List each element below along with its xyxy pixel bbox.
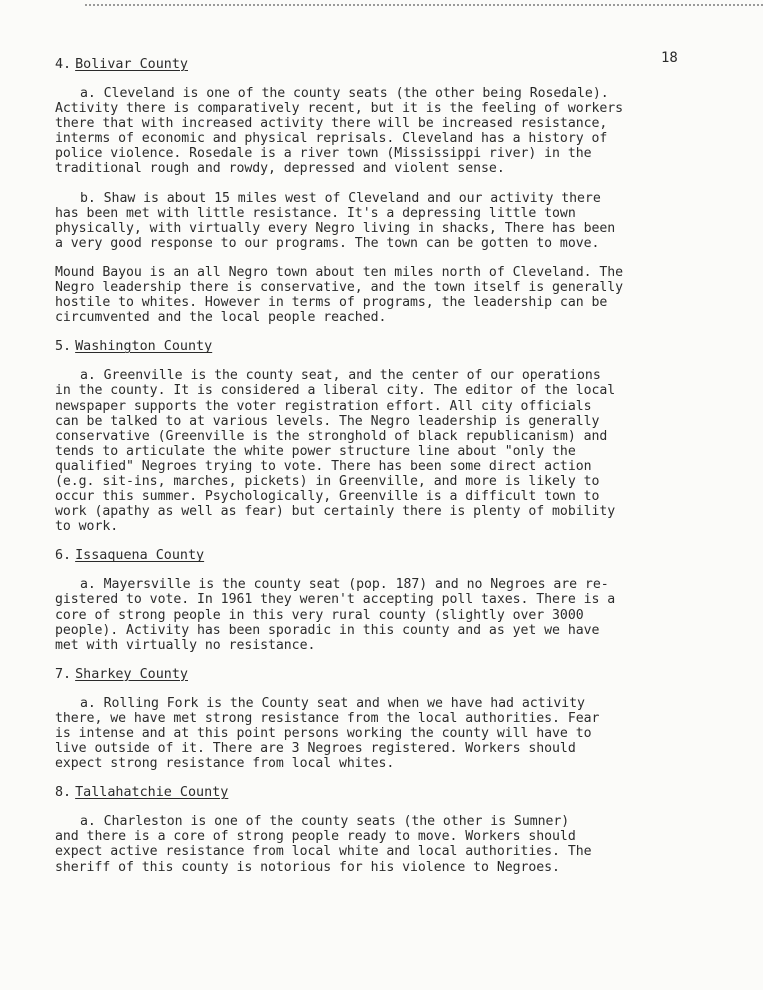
text-line: hostile to whites. However in terms of programs, the leadership can be bbox=[55, 295, 608, 311]
text-line: conservative (Greenville is the stronghold of black republicanism) and bbox=[55, 428, 608, 444]
section-number: 6. bbox=[55, 548, 72, 564]
top-edge-rule bbox=[85, 0, 763, 6]
text-line: people). Activity has been sporadic in this county and as yet we have bbox=[55, 622, 600, 638]
text-line: has been met with little resistance. It's a depressing little town bbox=[55, 205, 576, 221]
text-line: met with virtually no resistance. bbox=[55, 637, 316, 653]
section-title: Tallahatchie County bbox=[75, 785, 229, 801]
section-heading bbox=[55, 57, 723, 72]
section-number: 4. bbox=[55, 57, 72, 72]
text-line: core of strong people in this very rural county (slightly over 3000 bbox=[55, 607, 584, 623]
text-line: qualified" Negroes trying to vote. There has been some direct action bbox=[55, 458, 592, 474]
text-line: expect active resistance from local white and local authorities. The bbox=[55, 844, 592, 860]
document-body bbox=[55, 57, 723, 875]
text-line: in the county. It is considered a liberal city. The editor of the local bbox=[55, 383, 616, 399]
paragraph bbox=[55, 814, 723, 874]
text-line: is intense and at this point persons working the county will have to bbox=[55, 726, 592, 741]
text-line: physically, with virtually every Negro living in shacks, There has been bbox=[55, 220, 616, 236]
text-line: police violence. Rosedale is a river town (Mississippi river) in the bbox=[55, 146, 592, 162]
paragraph bbox=[55, 86, 723, 177]
paragraph bbox=[55, 368, 723, 534]
section-heading bbox=[55, 785, 723, 800]
text-line: and there is a core of strong people ready to move. Workers should bbox=[55, 829, 576, 845]
text-line: expect strong resistance from local whites. bbox=[55, 756, 395, 772]
section bbox=[55, 339, 723, 534]
section-heading bbox=[55, 339, 723, 354]
text-line: gistered to vote. In 1961 they weren't accepting poll taxes. There is a bbox=[55, 592, 616, 608]
paragraph bbox=[55, 696, 723, 771]
text-line: a. Charleston is one of the county seats (the other is Sumner) bbox=[80, 814, 570, 830]
paragraph bbox=[55, 577, 723, 652]
text-line: a. Rolling Fork is the County seat and when we have had activity bbox=[80, 695, 585, 711]
section bbox=[55, 785, 723, 874]
text-line: traditional rough and rowdy, depressed and violent sense. bbox=[55, 161, 505, 177]
text-line: live outside of it. There are 3 Negroes registered. Workers should bbox=[55, 741, 576, 757]
text-line: Negro leadership there is conservative, and the town itself is generally bbox=[55, 280, 624, 296]
text-line: circumvented and the local people reached. bbox=[55, 310, 387, 326]
text-line: there, we have met strong resistance from the local authorities. Fear bbox=[55, 710, 600, 726]
text-line: Mound Bayou is an all Negro town about ten miles north of Cleveland. The bbox=[55, 264, 624, 280]
section-title: Issaquena County bbox=[75, 548, 205, 564]
text-line: a very good response to our programs. The town can be gotten to move. bbox=[55, 235, 600, 251]
section-number: 7. bbox=[55, 666, 72, 682]
text-line: occur this summer. Psychologically, Greenville is a difficult town to bbox=[55, 489, 600, 505]
section-number: 5. bbox=[55, 339, 72, 355]
text-line: tends to articulate the white power structure line about "only the bbox=[55, 443, 576, 459]
text-line: newspaper supports the voter registration effort. All city officials bbox=[55, 398, 592, 414]
text-line: Activity there is comparatively recent, but it is the feeling of workers bbox=[55, 101, 624, 117]
paragraph bbox=[55, 265, 723, 325]
text-line: work (apathy as well as fear) but certainly there is plenty of mobility bbox=[55, 504, 616, 520]
text-line: interms of economic and physical reprisals. Cleveland has a history of bbox=[55, 131, 608, 147]
section-heading bbox=[55, 548, 723, 563]
text-line: a. Mayersville is the county seat (pop. 187) and no Negroes are re- bbox=[80, 577, 609, 593]
section bbox=[55, 548, 723, 652]
text-line: b. Shaw is about 15 miles west of Cleveland and our activity there bbox=[80, 190, 601, 206]
text-line: can be talked to at various levels. The Negro leadership is generally bbox=[55, 413, 600, 429]
section bbox=[55, 667, 723, 771]
section bbox=[55, 57, 723, 325]
text-line: to work. bbox=[55, 519, 119, 535]
text-line: a. Cleveland is one of the county seats (the other being Rosedale). bbox=[80, 86, 609, 101]
section-title: Washington County bbox=[75, 339, 213, 355]
text-line: there that with increased activity there will be increased resistance, bbox=[55, 116, 608, 132]
section-heading bbox=[55, 667, 723, 682]
text-line: (e.g. sit-ins, marches, pickets) in Greenville, and more is likely to bbox=[55, 473, 600, 489]
text-line: sheriff of this county is notorious for his violence to Negroes. bbox=[55, 859, 560, 875]
page-number: 18 bbox=[661, 50, 678, 66]
paragraph bbox=[55, 191, 723, 251]
text-line: a. Greenville is the county seat, and the center of our operations bbox=[80, 368, 601, 384]
section-title: Sharkey County bbox=[75, 666, 188, 682]
section-title: Bolivar County bbox=[75, 57, 188, 72]
section-number: 8. bbox=[55, 785, 72, 801]
